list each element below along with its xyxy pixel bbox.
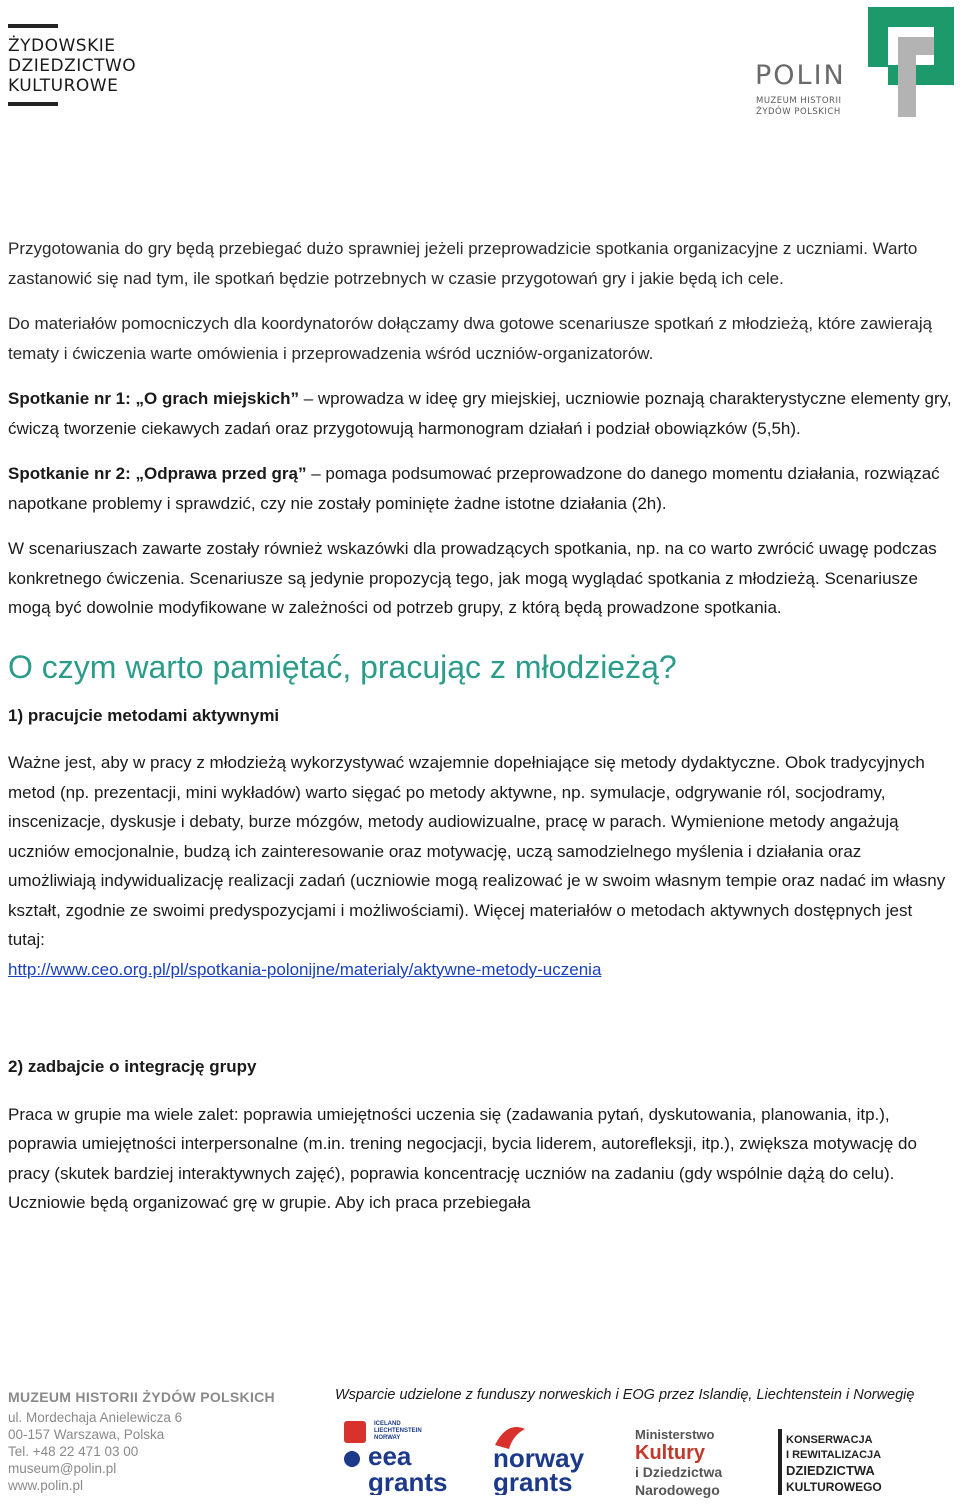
logo-top-bar [8,24,58,28]
ministry-line-3: i Dziedzictwa [635,1464,723,1480]
meeting-1-title: Spotkanie nr 1: „O grach miejskich” [8,389,299,408]
paragraph-scenarios: W scenariuszach zawarte zostały również wskazówki dla prowadzących spotkania, np. na co warto zwrócić uwagę podczas konkretnego ćwiczenia. Scenariusze są jedynie propozycją tego, jak mogą wyglądać spotkania z młodzieżą. Scenariusze mogą być dowolnie modyfikowane w zależności od potrzeb grupy, z którą będą prowadzone spotkania. [8,539,937,617]
ministry-culture-logo [633,1425,753,1500]
logo-bottom-bar [8,102,58,106]
website-line: www.polin.pl [8,1478,84,1493]
zydowskie-dziedzictwo-logo [8,24,158,106]
ministry-line-1: Ministerstwo [635,1427,715,1442]
eea-word-1: eea [368,1441,412,1471]
paragraph-meeting-1 [8,384,953,443]
city-line: 00-157 Warszawa, Polska [8,1427,165,1442]
logo-text [8,36,158,96]
polin-sub-line-1: MUZEUM HISTORII [756,96,842,106]
meeting-2-title: Spotkanie nr 2: „Odprawa przed grą” [8,464,307,483]
paragraph-integration: Praca w grupie ma wiele zalet: poprawia umiejętności uczenia się (zadawania pytań, dyskutowania, planowania, itp.), poprawia umiejętności interpersonalne (m.in. trening negocjacji, bycia liderem, autorefleksji, itp.), zwiększa motywację do pracy (skutek bardziej interaktywnych zajęć), poprawia koncentrację uczniów na zadaniu (gdy wspólnie dążą do celu). Uczniowie będą organizować grę w grupie. Aby ich praca przebiegała [8,1104,917,1212]
polin-mark-icon [868,7,954,117]
eea-country-2: LIECHTENSTEIN [374,1428,422,1434]
konserwacja-line-3: DZIEDZICTWA [786,1463,875,1478]
norway-word-1: norway [493,1443,585,1473]
logo-line-1: ŻYDOWSKIE [8,36,116,56]
eea-word-2: grants [368,1467,448,1495]
konserwacja-line-1: KONSERWACJA [786,1434,873,1446]
paragraph-meeting-2 [8,459,953,518]
document-body [8,234,953,1218]
phone-line: Tel. +48 22 471 03 00 [8,1444,139,1459]
museum-name: MUZEUM HISTORII ŻYDÓW POLSKICH [8,1389,275,1405]
ceo-methods-link[interactable]: http://www.ceo.org.pl/pl/spotkania-polonijne/materialy/aktywne-metody-uczenia [8,959,602,979]
paragraph-materials: Do materiałów pomocniczych dla koordynatorów dołączamy dwa gotowe scenariusze spotkań z młodzieżą, które zawierają tematy i ćwiczenia warte omówienia i przeprowadzenia wśród uczniów-organizatorów. [8,314,933,363]
link-paragraph [8,955,953,985]
museum-address-block [8,1387,308,1494]
logo-line-3: KULTUROWE [8,76,119,96]
konserwacja-logo [778,1425,898,1500]
meeting-2-desc: – pomaga podsumować przeprowadzone do danego momentu działania, rozwiązać napotkane problemy i sprawdzić, czy nie zostały pominięte żadne istotne działania (2h). [8,464,940,513]
norway-word-2: grants [493,1467,573,1495]
funding-note: Wsparcie udzielone z funduszy norweskich i EOG przez Islandię, Liechtenstein i Norwegię [335,1387,915,1403]
section-heading: O czym warto pamiętać, pracując z młodzieżą? [8,648,677,685]
address-line: ul. Mordechaja Anielewicza 6 [8,1410,183,1425]
eea-country-3: NORWAY [374,1435,401,1441]
konserwacja-line-4: KULTUROWEGO [786,1480,882,1494]
subheading-integration: 2) zadbajcie o integrację grupy [8,1057,257,1076]
norway-grants-logo [485,1415,605,1495]
eea-grants-logo [338,1415,470,1495]
polin-logo-subtitle [756,96,841,118]
konserwacja-line-2: I REWITALIZACJA [786,1449,882,1461]
polin-sub-line-2: ŻYDÓW POLSKICH [756,107,841,117]
ministry-line-2: Kultury [635,1442,705,1464]
eea-country-1: ICELAND [374,1421,401,1427]
logo-line-2: DZIEDZICTWO [8,56,137,76]
meeting-1-desc: – wprowadza w ideę gry miejskiej, uczniowie poznają charakterystyczne elementy gry, ćwiczą tworzenie ciekawych zadań oraz przygotowują harmonogram działań i podział obowiązków (5,5h). [8,389,952,438]
ministry-line-4: Narodowego [635,1482,720,1498]
subheading-active-methods: 1) pracujcie metodami aktywnymi [8,705,280,725]
paragraph-active-methods: Ważne jest, aby w pracy z młodzieżą wykorzystywać wzajemnie dopełniające się metody dydaktyczne. Obok tradycyjnych metod (np. prezentacji, mini wykładów) warto sięgać po metody aktywne, np. symulacje, odgrywanie ról, socjodramy, inscenizacje, dyskusje i debaty, burze mózgów, metody audiowizualne, pracę w parach. Wymienione metody angażują uczniów emocjonalnie, budzą ich zainteresowanie oraz motywację, uczą samodzielnego myślenia i działania oraz umożliwiają indywidualizację realizacji zadań (uczniowie mogą realizować je w swoim własnym tempie oraz nadać im własny kształt, zgodnie ze swoimi predyspozycjami i możliwościami). Więcej materiałów o metodach aktywnych dostępnych jest tutaj: [8,753,946,949]
paragraph-preparation: Przygotowania do gry będą przebiegać dużo sprawniej jeżeli przeprowadzicie spotkania organizacyjne z uczniami. Warto zastanowić się nad tym, ile spotkań będzie potrzebnych w czasie przygotowań gry i jakie będą ich cele. [8,239,918,288]
email-line: museum@polin.pl [8,1461,117,1476]
polin-logo-name: POLIN [755,60,846,91]
